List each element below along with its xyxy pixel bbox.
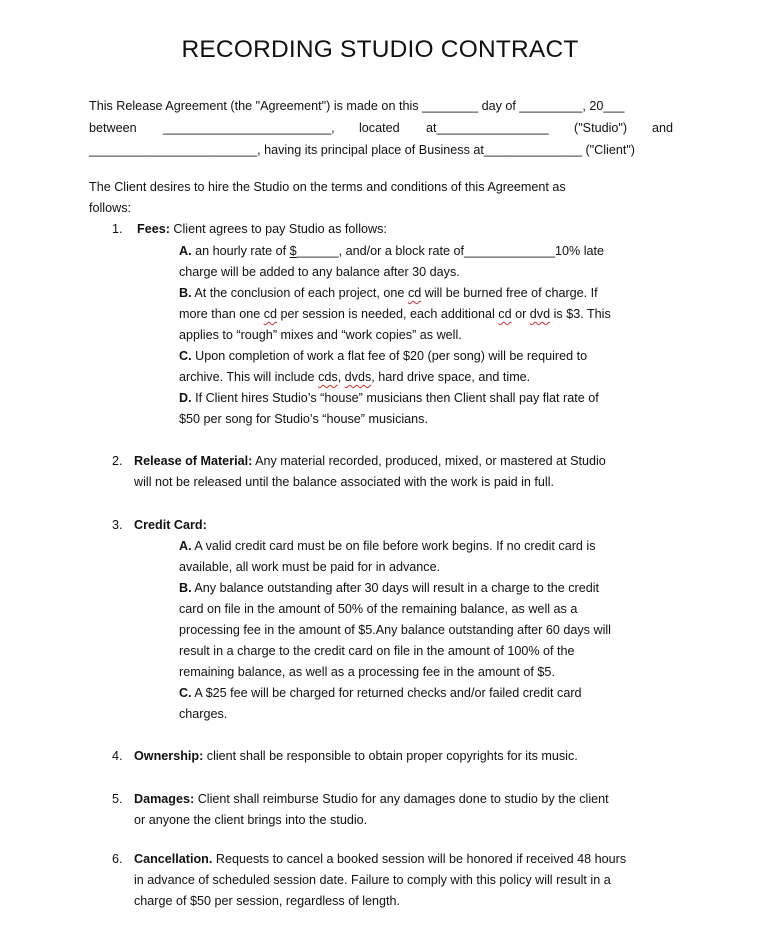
section-5-heading: Damages: [134, 792, 195, 806]
fees-c-line-2 [179, 368, 530, 386]
section-4-number: 4. [112, 749, 123, 763]
credit-b-line-3: processing fee in the amount of $5.Any balance outstanding after 60 days will [179, 623, 611, 637]
fees-a-text: an hourly rate of [195, 244, 290, 258]
section-2-line-1 [134, 452, 606, 470]
fees-b-text-3: more than one [179, 307, 264, 321]
fees-c-cds: cds [318, 370, 338, 384]
credit-b-line-5: remaining balance, as well as a processing fee in the amount of $5. [179, 665, 555, 679]
fees-b-cd-2: cd [263, 307, 278, 321]
fees-b-line-2 [179, 305, 611, 323]
intro-at-blank: at________________ [426, 121, 549, 135]
credit-c-line-1 [179, 684, 582, 702]
credit-c-label: C. [179, 686, 192, 700]
intro-between: between [89, 121, 137, 135]
intro-studio: ("Studio") [574, 121, 628, 135]
fees-b-dvd: dvd [529, 307, 551, 321]
fees-a-line-1 [179, 242, 604, 260]
preamble-line-2: follows: [89, 201, 131, 215]
credit-b-line-1 [179, 579, 599, 597]
fees-d-text: If Client hires Studio’s “house” musicians then Client shall pay flat rate of [195, 391, 599, 405]
fees-b-line-1 [179, 284, 598, 302]
document-title: RECORDING STUDIO CONTRACT [181, 36, 579, 63]
credit-b-text: Any balance outstanding after 30 days will result in a charge to the credit [194, 581, 600, 595]
section-1-text: Client agrees to pay Studio as follows: [173, 222, 387, 236]
fees-c-dvds: dvds [344, 370, 372, 384]
fees-b-text-5: or [511, 307, 530, 321]
credit-b-line-4: result in a charge to the credit card on file in the amount of 100% of the [179, 644, 575, 658]
fees-a-line-2: charge will be added to any balance after 30 days. [179, 265, 460, 279]
fees-a-label: A. [179, 244, 192, 258]
section-3-heading: Credit Card: [134, 518, 207, 532]
credit-c-line-2: charges. [179, 707, 228, 721]
fees-b-line-3: applies to “rough” mixes and “work copies” as well. [179, 328, 462, 342]
section-6-heading: Cancellation. [134, 852, 213, 866]
section-4-text: client shall be responsible to obtain proper copyrights for its music. [206, 749, 578, 763]
section-5-line-1 [134, 790, 609, 808]
section-1-heading: Fees: [137, 222, 170, 236]
credit-a-line-2: available, all work must be paid for in advance. [179, 560, 441, 574]
fees-c-label: C. [179, 349, 192, 363]
section-3-heading-line [134, 516, 207, 534]
credit-b-line-2: card on file in the amount of 50% of the remaining balance, as well as a [179, 602, 578, 616]
fees-d-line-2: $50 per song for Studio’s “house” musicians. [179, 412, 428, 426]
fees-a-text-rest: ______, and/or a block rate of_____________10% late [296, 244, 605, 258]
fees-b-cd-1: cd [407, 286, 422, 300]
section-4-heading: Ownership: [134, 749, 204, 763]
credit-c-text: A $25 fee will be charged for returned checks and/or failed credit card [194, 686, 582, 700]
section-5-line-2: or anyone the client brings into the studio. [134, 813, 368, 827]
fees-c-text-3: , hard drive space, and time. [371, 370, 531, 384]
section-2-text: Any material recorded, produced, mixed, or mastered at Studio [255, 454, 606, 468]
fees-b-cd-3: cd [498, 307, 512, 321]
intro-blank-party: ________________________, [163, 121, 335, 135]
fees-b-label: B. [179, 286, 192, 300]
section-3-number: 3. [112, 518, 123, 532]
fees-a-dollar: $ [289, 244, 297, 258]
intro-line-2 [89, 119, 137, 137]
section-5-text: Client shall reimburse Studio for any damages done to studio by the client [197, 792, 609, 806]
fees-d-line-1 [179, 389, 599, 407]
intro-line-1: This Release Agreement (the "Agreement") is made on this ________ day of _________, 20___ [89, 99, 625, 113]
section-6-line-3: charge of $50 per session, regardless of length. [134, 894, 401, 908]
fees-b-text-1: At the conclusion of each project, one [194, 286, 408, 300]
fees-b-text-4: per session is needed, each additional [277, 307, 499, 321]
credit-b-label: B. [179, 581, 192, 595]
intro-and: and [652, 121, 674, 135]
section-2-number: 2. [112, 454, 123, 468]
intro-line-3: ________________________, having its principal place of Business at______________ ("Client") [89, 143, 635, 157]
fees-c-comma: , [337, 370, 345, 384]
fees-c-text: Upon completion of work a flat fee of $20 (per song) will be required to [195, 349, 588, 363]
section-6-number: 6. [112, 852, 123, 866]
section-6-line-2: in advance of scheduled session date. Failure to comply with this policy will result in a [134, 873, 611, 887]
fees-c-line-1 [179, 347, 587, 365]
preamble-line-1: The Client desires to hire the Studio on the terms and conditions of this Agreement as [89, 180, 566, 194]
section-1-line [137, 220, 387, 238]
section-2-line-2: will not be released until the balance associated with the work is paid in full. [134, 475, 555, 489]
section-4-line [134, 747, 578, 765]
credit-a-label: A. [179, 539, 192, 553]
intro-located: located [359, 121, 400, 135]
section-2-heading: Release of Material: [134, 454, 253, 468]
fees-b-text-6: is $3. This [550, 307, 611, 321]
fees-d-label: D. [179, 391, 192, 405]
section-6-text: Requests to cancel a booked session will be honored if received 48 hours [215, 852, 627, 866]
fees-b-text-2: will be burned free of charge. If [421, 286, 598, 300]
section-5-number: 5. [112, 792, 123, 806]
credit-a-text: A valid credit card must be on file before work begins. If no credit card is [194, 539, 596, 553]
credit-a-line-1 [179, 537, 596, 555]
fees-c-text-2: archive. This will include [179, 370, 319, 384]
section-6-line-1 [134, 850, 626, 868]
section-1-number: 1. [112, 222, 123, 236]
